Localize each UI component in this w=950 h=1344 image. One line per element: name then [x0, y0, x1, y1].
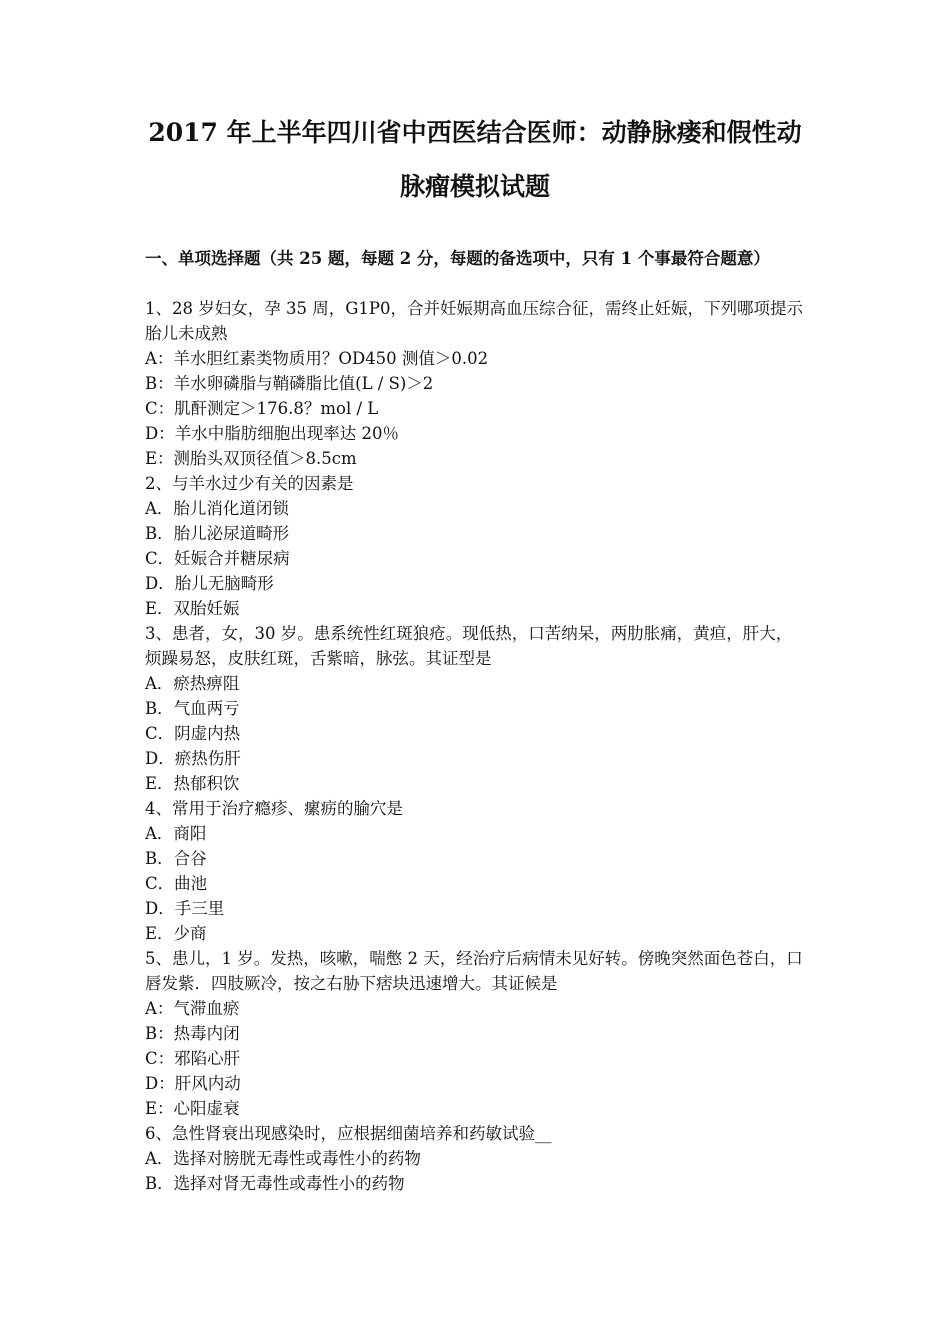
document-title-line-2: 脉瘤模拟试题 [399, 172, 550, 201]
answer-option: C．妊娠合并糖尿病 [145, 549, 290, 568]
answer-option: C：肌酐测定＞176.8？mol / L [145, 399, 379, 418]
document-title-line-1: 2017 年上半年四川省中西医结合医师：动静脉瘘和假性动 [148, 118, 802, 147]
answer-option: E．少商 [145, 924, 207, 943]
question-stem: 1、28 岁妇女，孕 35 周，G1P0，合并妊娠期高血压综合征，需终止妊娠，下列哪项提示胎儿未成熟 [145, 299, 804, 343]
answer-option: B．合谷 [145, 849, 207, 868]
answer-option: C：邪陷心肝 [145, 1049, 241, 1068]
answer-option: D：羊水中脂肪细胞出现率达 20％ [145, 424, 399, 443]
question-stem: 5、患儿，1 岁。发热，咳嗽，喘憋 2 天，经治疗后病情未见好转。傍晚突然面色苍白，口唇发紫．四肢厥冷，按之右胁下痞块迅速增大。其证候是 [145, 949, 803, 993]
question-stem: 6、急性肾衰出现感染时，应根据细菌培养和药敏试验__ [145, 1124, 552, 1143]
answer-option: D．手三里 [145, 899, 225, 918]
answer-option: E．双胎妊娠 [145, 599, 240, 618]
answer-option: E：心阳虚衰 [145, 1099, 240, 1118]
question-stem: 3、患者，女，30 岁。患系统性红斑狼疮。现低热，口苦纳呆，两肋胀痛，黄疸，肝大，烦躁易怒，皮肤红斑，舌紫暗，脉弦。其证型是 [145, 624, 793, 668]
answer-option: B：羊水卵磷脂与鞘磷脂比值(L / S)＞2 [145, 374, 434, 393]
answer-option: E．热郁积饮 [145, 774, 240, 793]
answer-option: A：气滞血瘀 [145, 999, 240, 1018]
answer-option: B：热毒内闭 [145, 1024, 240, 1043]
answer-option: A．胎儿消化道闭锁 [145, 499, 289, 518]
answer-option: A．商阳 [145, 824, 207, 843]
answer-option: E：测胎头双顶径值＞8.5cm [145, 449, 357, 468]
answer-option: C．阴虚内热 [145, 724, 241, 743]
answer-option: C．曲池 [145, 874, 208, 893]
answer-option: B．胎儿泌尿道畸形 [145, 524, 290, 543]
answer-option: A．选择对膀胱无毒性或毒性小的药物 [145, 1149, 421, 1168]
answer-option: B．气血两亏 [145, 699, 240, 718]
question-stem: 4、常用于治疗瘾疹、瘰疬的腧穴是 [145, 799, 403, 818]
answer-option: A．瘀热痹阻 [145, 674, 240, 693]
answer-option: A：羊水胆红素类物质用？OD450 测值＞0.02 [145, 349, 489, 368]
question-list [145, 296, 807, 1196]
answer-option: D．瘀热伤肝 [145, 749, 241, 768]
section-heading: 一、单项选择题（共 25 题，每题 2 分，每题的备选项中，只有 1 个事最符合题意） [145, 249, 770, 268]
answer-option: D：肝风内动 [145, 1074, 241, 1093]
question-stem: 2、与羊水过少有关的因素是 [145, 474, 354, 493]
answer-option: B．选择对肾无毒性或毒性小的药物 [145, 1174, 405, 1193]
answer-option: D．胎儿无脑畸形 [145, 574, 274, 593]
